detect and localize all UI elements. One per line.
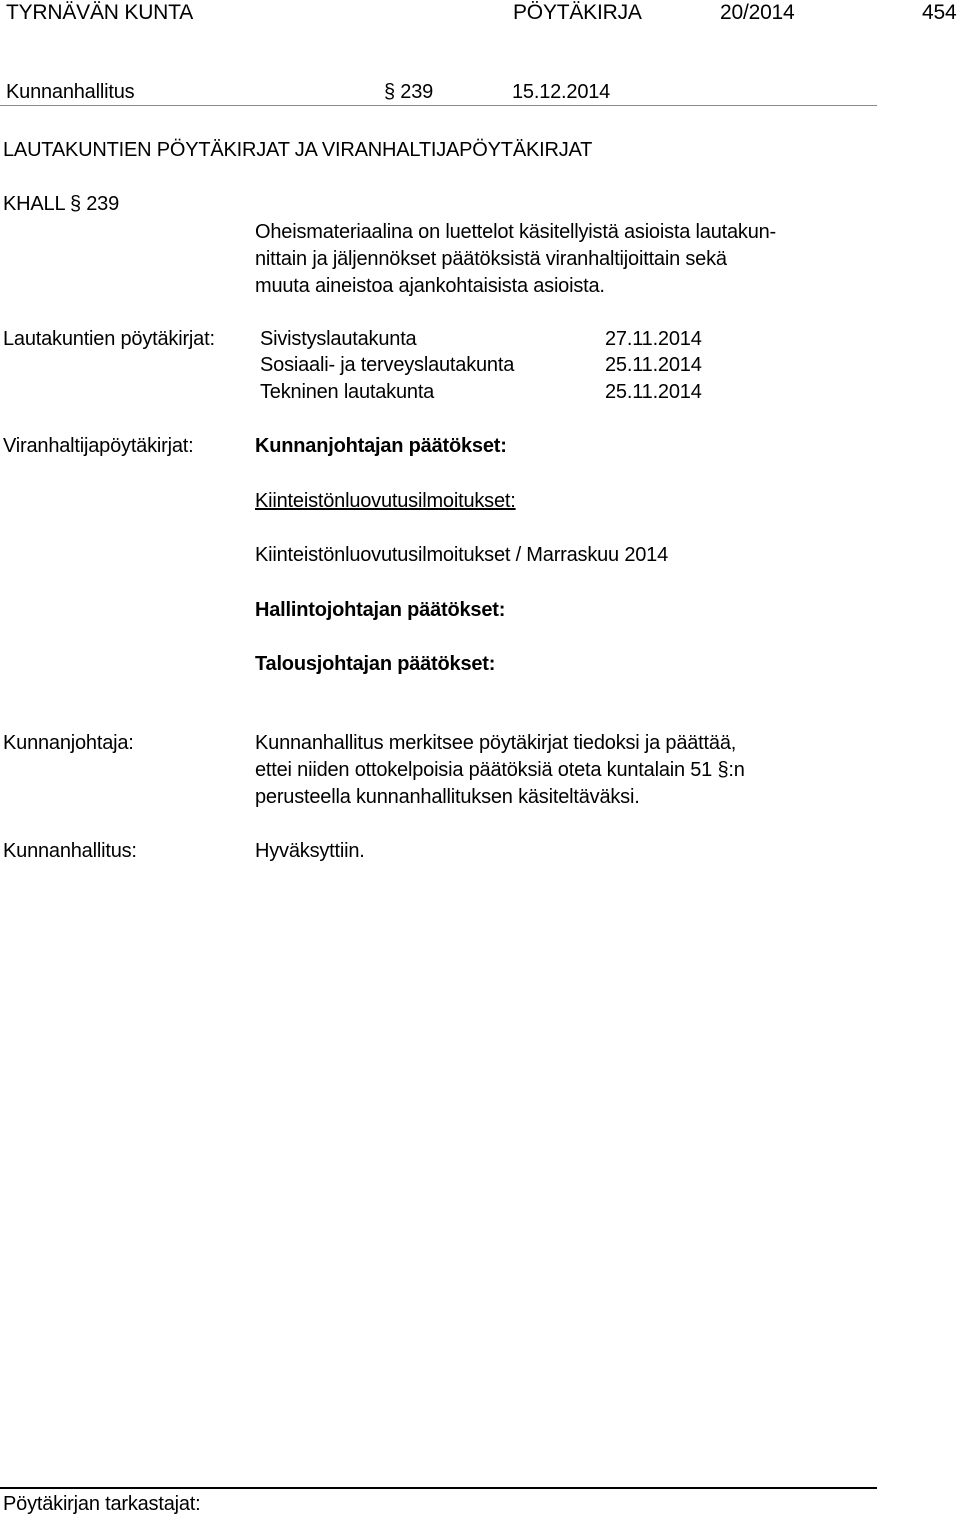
property-notices-item: Kiinteistönluovutusilmoitukset / Marraskuu 2014 [255, 544, 669, 566]
finance-decisions-heading: Talousjohtajan päätökset: [255, 653, 496, 675]
meeting-body: Kunnanhallitus [6, 81, 135, 103]
footer-label: Pöytäkirjan tarkastajat: [3, 1493, 201, 1515]
footer-divider [0, 1487, 877, 1489]
decision-text: Hyväksyttiin. [255, 840, 365, 862]
board-name: Sosiaali- ja terveyslautakunta [260, 354, 515, 376]
page-number: 454 [922, 1, 957, 24]
proposal-line: Kunnanhallitus merkitsee pöytäkirjat tiedoksi ja päättää, [255, 732, 737, 754]
proposal-label: Kunnanjohtaja: [3, 732, 134, 754]
doc-number: 20/2014 [720, 1, 795, 24]
mayor-decisions-heading: Kunnanjohtajan päätökset: [255, 435, 507, 457]
board-name: Sivistyslautakunta [260, 328, 417, 350]
decision-label: Kunnanhallitus: [3, 840, 137, 862]
org-name: TYRNÄVÄN KUNTA [6, 1, 193, 24]
intro-line: Oheismateriaalina on luettelot käsitellyistä asioista lautakun- [255, 221, 777, 243]
intro-line: muuta aineistoa ajankohtaisista asioista. [255, 275, 605, 297]
board-date: 27.11.2014 [605, 328, 702, 350]
board-date: 25.11.2014 [605, 354, 702, 376]
meeting-date: 15.12.2014 [512, 81, 611, 103]
meeting-section: § 239 [384, 81, 434, 103]
proposal-line: perusteella kunnanhallituksen käsiteltäväksi. [255, 786, 640, 808]
officials-label: Viranhaltijapöytäkirjat: [3, 435, 194, 457]
intro-line: nittain ja jäljennökset päätöksistä viranhaltijoittain sekä [255, 248, 727, 270]
page-title: LAUTAKUNTIEN PÖYTÄKIRJAT JA VIRANHALTIJAPÖYTÄKIRJAT [3, 139, 593, 161]
property-notices-subheading: Kiinteistönluovutusilmoitukset: [255, 490, 516, 512]
board-name: Tekninen lautakunta [260, 381, 435, 403]
board-date: 25.11.2014 [605, 381, 702, 403]
boards-label: Lautakuntien pöytäkirjat: [3, 328, 215, 350]
header-divider [0, 105, 877, 106]
doc-type: PÖYTÄKIRJA [513, 1, 642, 24]
section-ref: KHALL § 239 [3, 193, 120, 215]
proposal-line: ettei niiden ottokelpoisia päätöksiä oteta kuntalain 51 §:n [255, 759, 745, 781]
admin-decisions-heading: Hallintojohtajan päätökset: [255, 599, 506, 621]
